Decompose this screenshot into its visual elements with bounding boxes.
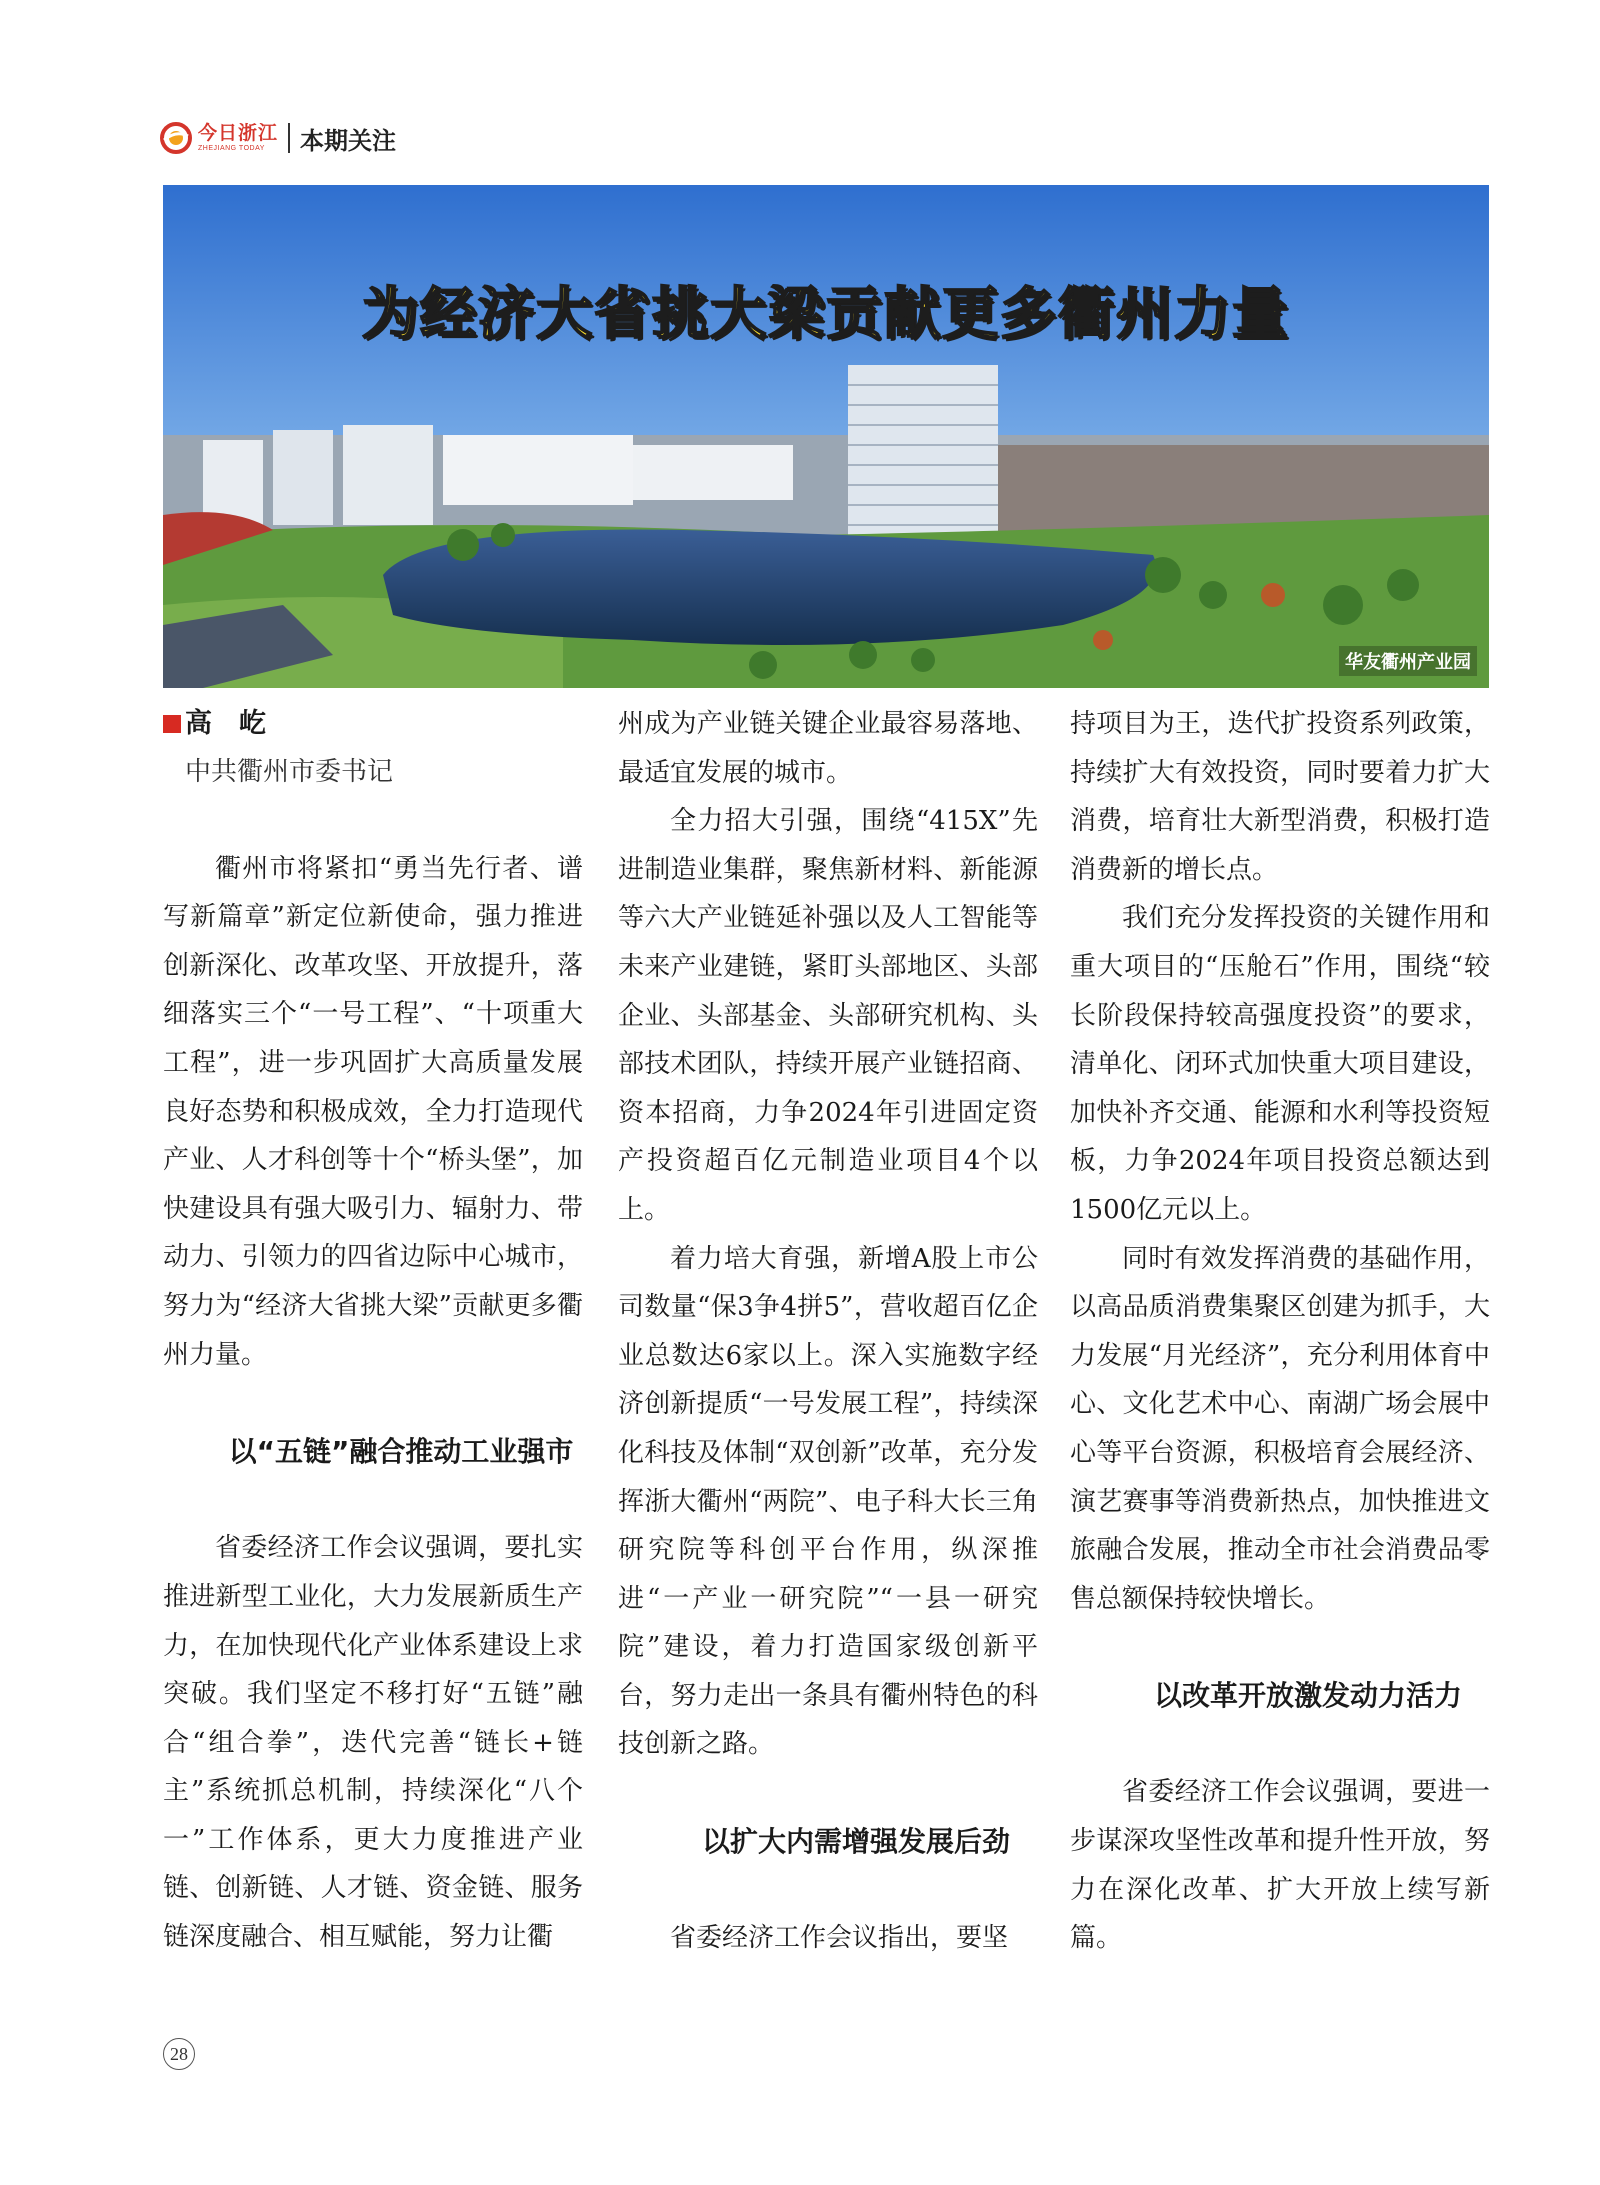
hero-headline: 为经济大省挑大梁贡献更多衢州力量: [362, 282, 1290, 347]
column-2: [618, 700, 1038, 1963]
paragraph: 我们充分发挥投资的关键作用和重大项目的“压舱石”作用，围绕“较长阶段保持较高强度投资”的要求，清单化、闭环式加快重大项目建设，加快补齐交通、能源和水利等投资短板，力争2024年项目投资总额达到1500亿元以上。: [1070, 903, 1490, 1225]
section-heading: 以改革开放激发动力活力: [1153, 1678, 1462, 1712]
page-number: 28: [163, 2038, 195, 2070]
paragraph: 同时有效发挥消费的基础作用，以高品质消费集聚区创建为抓手，大力发展“月光经济”，充分利用体育中心、文化艺术中心、南湖广场会展中心等平台资源，积极培育会展经济、演艺赛事等消费新热点，加快推进文旅融合发展，推动全市社会消费品零售总额保持较快增长。: [1070, 1243, 1490, 1614]
red-square-icon: [163, 715, 181, 733]
column-1: [163, 700, 583, 1962]
paragraph: 衢州市将紧扣“勇当先行者、谱写新篇章”新定位新使命，强力推进创新深化、改革攻坚、开放提升，落细落实三个“一号工程”、“十项重大工程”，进一步巩固扩大高质量发展良好态势和积极成效，全力打造现代产业、人才科创等十个“桥头堡”，加快建设具有强大吸引力、辐射力、带动力、引领力的四省边际中心城市，努力为“经济大省挑大梁”贡献更多衢州力量。: [163, 853, 583, 1370]
paragraph: 省委经济工作会议指出，要坚: [670, 1923, 1009, 1954]
paragraph: 持项目为王，迭代扩投资系列政策，持续扩大有效投资，同时要着力扩大消费，培育壮大新型消费，积极打造消费新的增长点。: [1070, 709, 1490, 885]
paragraph: 省委经济工作会议强调，要进一步谋深攻坚性改革和提升性开放，努力在深化改革、扩大开放上续写新篇。: [1070, 1777, 1490, 1954]
paragraph: 州成为产业链关键企业最容易落地、最适宜发展的城市。: [618, 709, 1038, 788]
section-heading: 以扩大内需增强发展后劲: [701, 1824, 1010, 1858]
hero-photo: [163, 185, 1489, 688]
page-header: [160, 118, 396, 158]
logo-swirl-icon: [160, 122, 192, 154]
paragraph: 全力招大引强，围绕“415X”先进制造业集群，聚焦新材料、新能源等六大产业链延补强以及人工智能等未来产业建链，紧盯头部地区、头部企业、头部基金、头部研究机构、头部技术团队，持续开展产业链招商、资本招商，力争2024年引进固定资产投资超百亿元制造业项目4个以上。: [618, 806, 1038, 1225]
section-label: 本期关注: [300, 126, 397, 155]
author-name: [163, 700, 583, 748]
paragraph: 着力培大育强，新增A股上市公司数量“保3争4拼5”，营收超百亿企业总数达6家以上。深入实施数字经济创新提质“一号发展工程”，持续深化科技及体制“双创新”改革，充分发挥浙大衢州“两院”、电子科大长三角研究院等科创平台作用，纵深推进“一产业一研究院”“一县一研究院”建设，着力打造国家级创新平台，努力走出一条具有衢州特色的科技创新之路。: [618, 1243, 1038, 1760]
header-divider: [288, 123, 290, 153]
section-heading: 以“五链”融合推动工业强市: [228, 1434, 574, 1468]
industrial-park-photo: [163, 185, 1489, 688]
author-name-text: 高 屹: [185, 708, 266, 739]
magazine-logo: [160, 122, 278, 154]
paragraph: 省委经济工作会议强调，要扎实推进新型工业化，大力发展新质生产力，在加快现代化产业体系建设上求突破。我们坚定不移打好“五链”融合“组合拳”，迭代完善“链长+链主”系统抓总机制，持续深化“八个一”工作体系，更大力度推进产业链、创新链、人才链、资金链、服务链深度融合、相互赋能，努力让衢: [163, 1533, 583, 1953]
photo-caption: 华友衢州产业园: [1339, 646, 1477, 676]
column-3: [1070, 700, 1490, 1963]
logo-chinese: 今日浙江: [198, 122, 279, 144]
logo-english: ZHEJIANG TODAY: [198, 145, 265, 152]
author-title: 中共衢州市委书记: [185, 757, 394, 787]
